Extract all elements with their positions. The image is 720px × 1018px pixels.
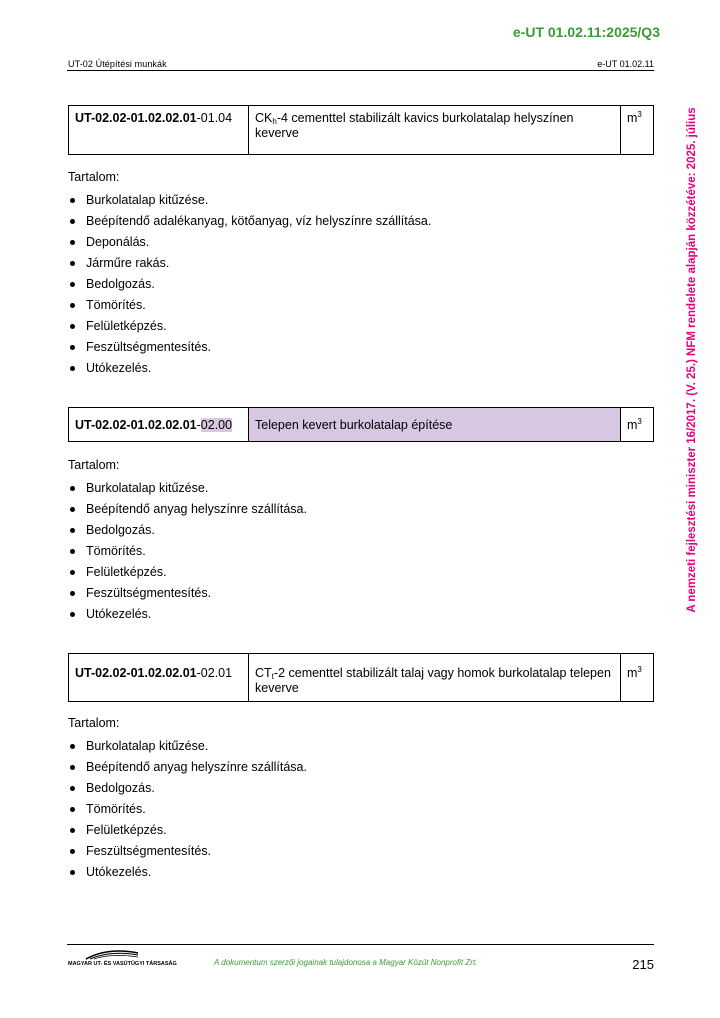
page-number: 215 [632,957,654,972]
list-item: Bedolgozás. [68,778,307,799]
list-item: Utókezelés. [68,604,307,625]
header-rule [67,70,654,71]
item-unit-cell [621,106,654,155]
item-code-cell [69,654,249,702]
unit: m [627,418,638,432]
item-code-cell [69,106,249,155]
table-row [69,408,654,442]
item-unit-cell [621,408,654,442]
item-code-bold: UT-02.02-01.02.02.01 [75,418,197,432]
content-list-3 [68,715,307,883]
item-table-3 [68,653,654,702]
unit-superscript: 3 [637,110,642,119]
list-item: Beépítendő adalékanyag, kötőanyag, víz helyszínre szállítása. [68,211,431,232]
footer-copyright: A dokumentum szerzői jogainak tulajdonosa a Magyar Közút Nonprofit Zrt. [214,958,478,967]
item-table-2 [68,407,654,442]
desc-text: -2 cementtel stabilizált talaj vagy homok burkolatalap telepen keverve [255,666,611,695]
item-code-dash: - [196,418,201,432]
list-item: Feszültségmentesítés. [68,583,307,604]
logo-text: MAGYAR UT- ÉS VASÚTÜGYI TÁRSASÁG [68,961,177,967]
unit: m [627,111,638,125]
unit: m [627,666,638,680]
list-item: Felületképzés. [68,820,307,841]
list-item: Burkolatalap kitűzése. [68,736,307,757]
list-item: Járműre rakás. [68,253,431,274]
list-item: Bedolgozás. [68,274,431,295]
desc-subscript: t [271,672,274,681]
list-item: Beépítendő anyag helyszínre szállítása. [68,499,307,520]
item-description-cell [249,106,621,155]
content-list-2 [68,457,307,625]
content-label: Tartalom: [68,716,120,730]
desc-prefix: CT [255,666,272,680]
item-code-suffix: -02.01 [196,666,233,680]
association-logo [68,947,177,971]
list-item: Bedolgozás. [68,520,307,541]
list-item: Tömörítés. [68,541,307,562]
logo-mark-icon [68,947,160,961]
list-item: Feszültségmentesítés. [68,337,431,358]
table-row [69,654,654,702]
header-doc-id: e-UT 01.02.11 [597,59,654,69]
content-label: Tartalom: [68,170,120,184]
item-description-cell [249,654,621,702]
content-label: Tartalom: [68,458,120,472]
item-code-suffix: -01.04 [196,111,233,125]
desc-subscript: h [272,117,277,126]
content-items [68,190,431,379]
content-items [68,736,307,883]
list-item: Utókezelés. [68,862,307,883]
item-code-cell [69,408,249,442]
item-unit-cell [621,654,654,702]
list-item: Felületképzés. [68,316,431,337]
header-section-title: UT-02 Útépítési munkák [68,59,167,69]
list-item: Tömörítés. [68,799,307,820]
list-item: Utókezelés. [68,358,431,379]
unit-superscript: 3 [637,417,642,426]
unit-superscript: 3 [637,665,642,674]
desc-text: -4 cementtel stabilizált kavics burkolatalap helyszínen keverve [255,111,574,140]
item-code-bold: UT-02.02-01.02.02.01 [75,111,197,125]
list-item: Deponálás. [68,232,431,253]
footer-rule [67,944,654,945]
item-code-bold: UT-02.02-01.02.02.01 [75,666,197,680]
desc-prefix: CK [255,111,273,125]
item-table-1 [68,105,654,155]
list-item: Beépítendő anyag helyszínre szállítása. [68,757,307,778]
document-code: e-UT 01.02.11:2025/Q3 [512,24,660,40]
list-item: Felületképzés. [68,562,307,583]
item-description-cell: Telepen kevert burkolatalap építése [249,408,621,442]
list-item: Burkolatalap kitűzése. [68,478,307,499]
item-code-suffix-highlighted: 02.00 [200,418,233,432]
list-item: Feszültségmentesítés. [68,841,307,862]
list-item: Tömörítés. [68,295,431,316]
content-items [68,478,307,625]
side-note: A nemzeti fejlesztési miniszter 16/2017. (V. 25.) NFM rendelete alapján közzétéve: 2025. július [686,107,698,613]
list-item: Burkolatalap kitűzése. [68,190,431,211]
content-list-1 [68,169,431,379]
table-row [69,106,654,155]
